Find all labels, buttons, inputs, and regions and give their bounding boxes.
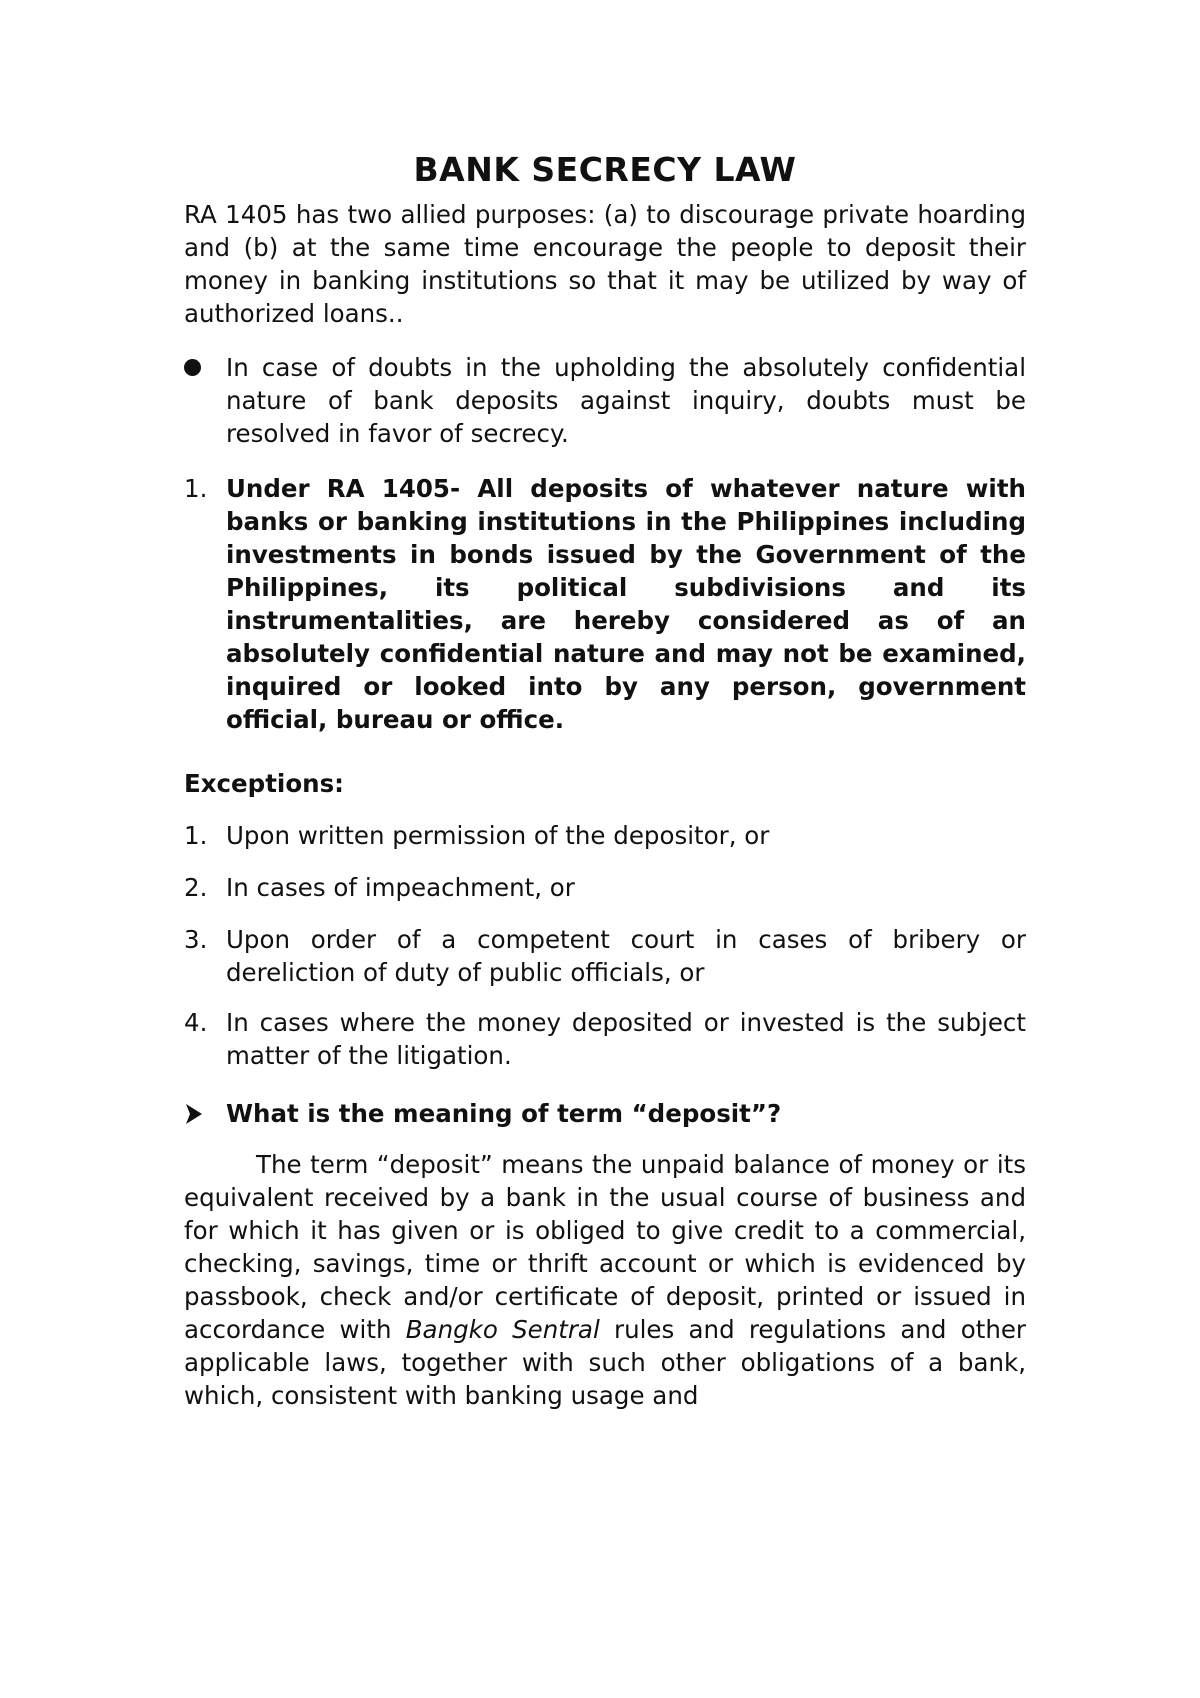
bullet-item [184, 351, 1026, 450]
definition-text [184, 1148, 1026, 1412]
question-item [184, 1097, 1026, 1130]
rule-number: 1. [184, 474, 208, 503]
rule-text: Under RA 1405- All deposits of whatever nature with banks or banking institutions in the Philippines including investments in bonds issued by the Government of the Philippines, its political subdivisions and its instrumentalities, are hereby considered as of an absolutely confidential nature and may not be examined, inquired or looked into by any person, government official, bureau or office. [226, 474, 1026, 734]
definition-part-1: The term “deposit” means the unpaid balance of money or its equivalent received by a bank in the usual course of business and for which it has given or is obliged to give credit to a commercial, checking, savings, time or thrift account or which is evidenced by passbook, check and/or certificate of deposit, printed or issued in accordance with [184, 1150, 1026, 1344]
exceptions-heading: Exceptions: [184, 769, 344, 798]
definition-paragraph [184, 1148, 1026, 1412]
exception-item [184, 923, 1026, 989]
exception-number: 1. [184, 821, 208, 850]
exception-text: In cases where the money deposited or invested is the subject matter of the litigation. [226, 1008, 1026, 1070]
exception-number: 3. [184, 925, 208, 954]
exception-item [184, 819, 1026, 852]
exception-text: In cases of impeachment, or [226, 873, 575, 902]
intro-paragraph [184, 198, 1026, 330]
intro-text: RA 1405 has two allied purposes: (a) to discourage private hoarding and (b) at the same time encourage the people to deposit their money in banking institutions so that it may be utilized by way of authorized loans.. [184, 200, 1026, 328]
exception-number: 2. [184, 873, 208, 902]
bullet-text: In case of doubts in the upholding the absolutely confidential nature of bank deposits against inquiry, doubts must be resolved in favor of secrecy. [226, 353, 1026, 448]
exception-text: Upon order of a competent court in cases of bribery or dereliction of duty of public officials, or [226, 925, 1026, 987]
exception-text: Upon written permission of the depositor, or [226, 821, 770, 850]
exception-number: 4. [184, 1008, 208, 1037]
page-title: BANK SECRECY LAW [413, 150, 797, 189]
exception-item [184, 871, 1026, 904]
bangko-sentral-emphasis: Bangko Sentral [405, 1315, 600, 1344]
question-text: What is the meaning of term “deposit”? [226, 1099, 782, 1128]
exception-item [184, 1006, 1026, 1072]
definition-part-2: rules and regulations and other applicable laws, together with such other obligations of a bank, which, consistent with banking usage and [184, 1315, 1026, 1410]
filled-circle-bullet-icon [184, 351, 226, 384]
rule-item [184, 472, 1026, 736]
arrowhead-bullet-icon [184, 1097, 226, 1135]
